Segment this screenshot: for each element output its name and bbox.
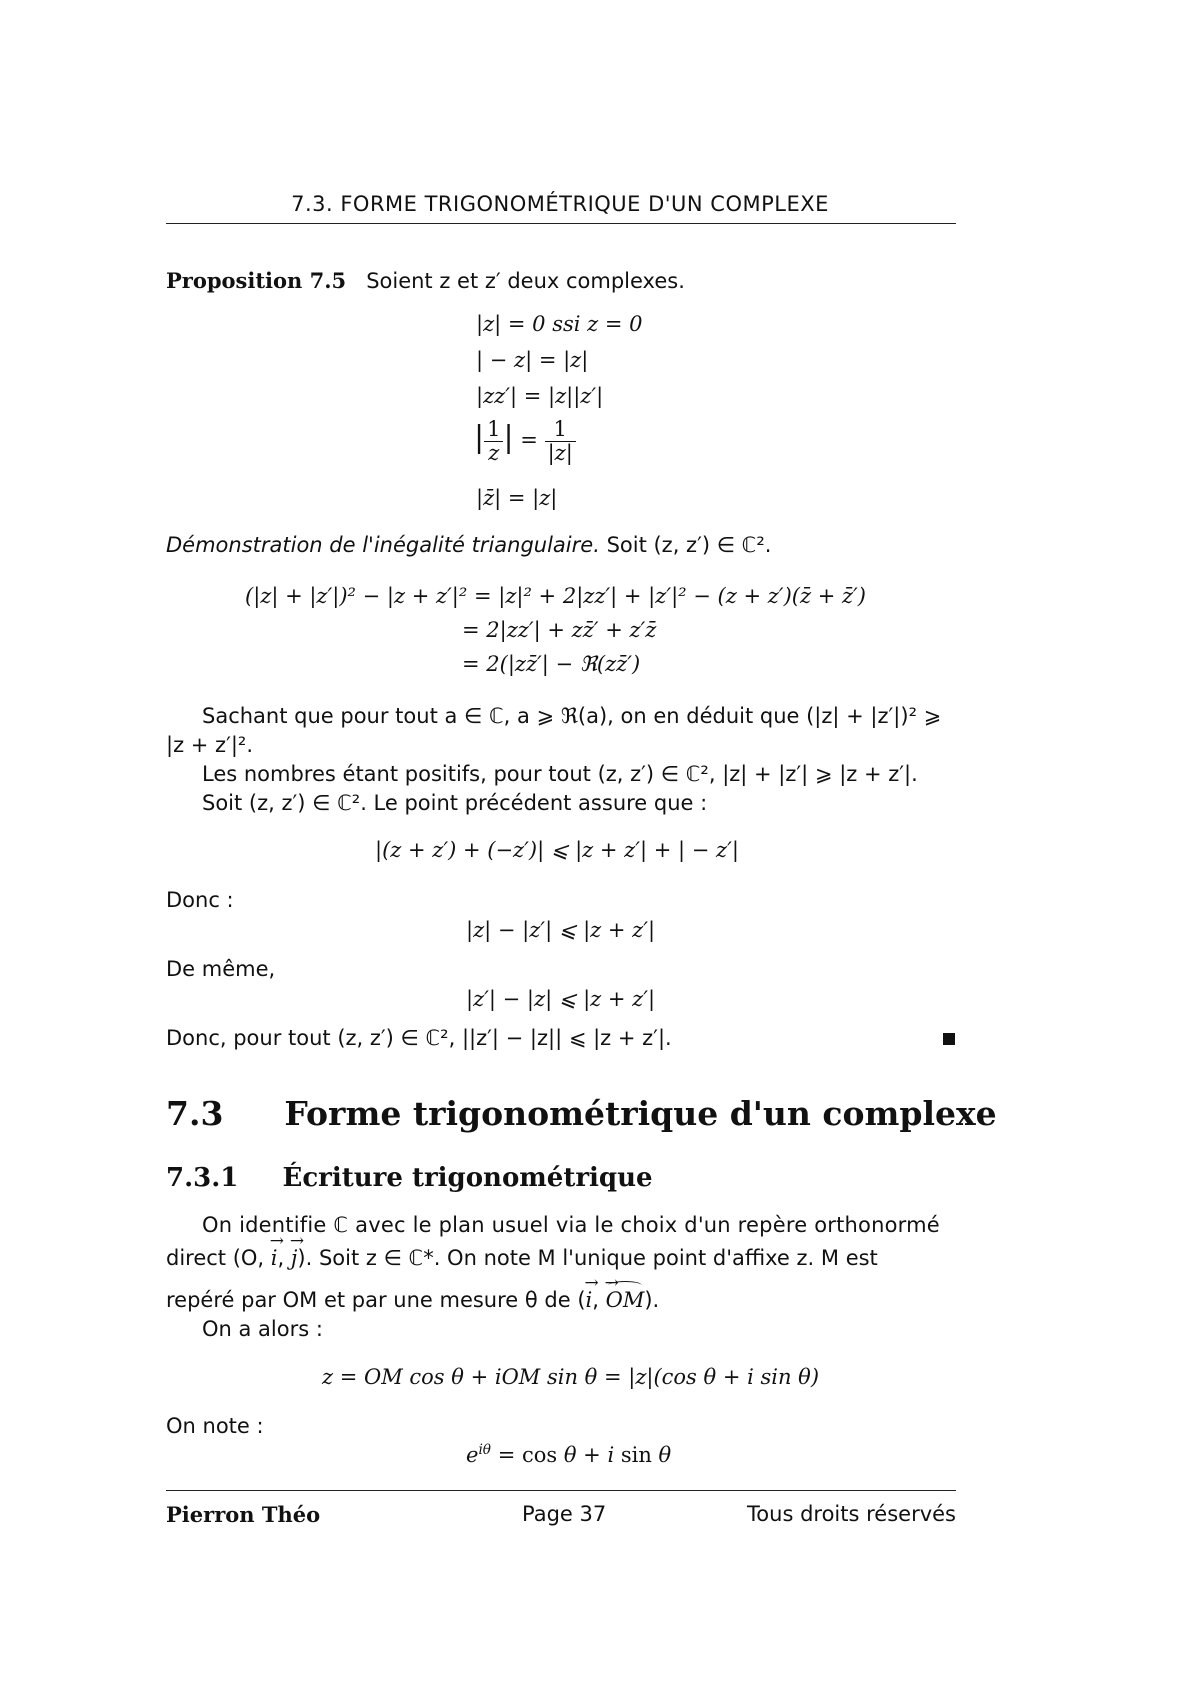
vector-i: → i: [271, 1246, 278, 1270]
demo-paragraph-3: Soit (z, z′) ∈ ℂ². Le point précédent assure que :: [202, 791, 708, 815]
demonstration-heading: [166, 533, 771, 557]
demo-eq-de-meme: |z′| − |z| ⩽ |z + z′|: [466, 987, 656, 1011]
footer-author: Pierron Théo: [166, 1502, 321, 1527]
demo-paragraph-1-line-1: Sachant que pour tout a ∈ ℂ, a ⩾ ℜ(a), on en déduit que (|z| + |z′|)² ⩾: [202, 704, 942, 728]
footer-rights: Tous droits réservés: [747, 1502, 956, 1526]
demo-eq-donc: |z| − |z′| ⩽ |z + z′|: [466, 918, 656, 942]
on-note: On note :: [166, 1414, 264, 1438]
footer-rule: [166, 1490, 956, 1491]
demo-eq-line-2: = 2|zz′| + zz̄′ + z′z̄: [462, 618, 657, 642]
vector-j: → j: [291, 1246, 298, 1270]
section-heading: [166, 1094, 997, 1133]
body-line-2-start: direct (O,: [166, 1246, 265, 1270]
eq-euler: $e^{i\theta} = \cos \theta + i$ sin θ: [466, 1442, 672, 1467]
demo-eq-line-1: (|z| + |z′|)² − |z + z′|² = |z|² + 2|zz′| + |z′|² − (z + z′)(z̄ + z̄′): [245, 584, 866, 608]
demo-eq-triangle: |(z + z′) + (−z′)| ⩽ |z + z′| + | − z′|: [375, 838, 739, 862]
subsection-number: 7.3.1: [166, 1163, 239, 1193]
qed-square: [943, 1033, 955, 1045]
body-line-2-sep: ,: [277, 1246, 285, 1270]
demo-paragraph-1-line-2: |z + z′|².: [166, 733, 254, 757]
eq-trigonometric-form: z = OM cos θ + iOM sin θ = |z|(cos θ + i sin θ): [322, 1365, 820, 1389]
vector-i-angle: → i: [586, 1288, 593, 1312]
demo-eq-line-3: = 2(|zz̄′| − ℜ(zz̄′): [462, 652, 641, 676]
prop-line-1: |z| = 0 ssi z = 0: [476, 312, 643, 336]
prop-line-4: | $\frac{1}{z}$ | = $\frac{1}{|z|}$: [474, 418, 576, 465]
vector-om: → OM: [606, 1288, 645, 1312]
body-line-3: [166, 1288, 659, 1312]
body-line-3-start: repéré par OM et par une mesure θ de (: [166, 1288, 586, 1312]
footer-page-number: Page 37: [522, 1502, 607, 1526]
proposition: [166, 268, 685, 293]
de-meme-label: De même,: [166, 957, 276, 981]
proposition-label: Proposition 7.5: [166, 268, 347, 293]
body-line-2: [166, 1246, 878, 1270]
angle-hat: [606, 1288, 645, 1312]
body-line-1: On identifie ℂ avec le plan usuel via le choix d'un repère orthonormé: [202, 1213, 940, 1237]
proposition-statement: Soient z et z′ deux complexes.: [366, 269, 685, 293]
body-line-3-end: ).: [644, 1288, 660, 1312]
subsection-heading: [166, 1163, 653, 1193]
prop-line-3: |zz′| = |z||z′|: [476, 384, 604, 408]
demo-conclusion: Donc, pour tout (z, z′) ∈ ℂ², ||z′| − |z|| ⩽ |z + z′|.: [166, 1026, 672, 1050]
header-rule: [166, 223, 956, 224]
subsection-title: Écriture trigonométrique: [282, 1163, 653, 1193]
demonstration-intro: Soit (z, z′) ∈ ℂ².: [606, 533, 772, 557]
running-header: 7.3. FORME TRIGONOMÉTRIQUE D'UN COMPLEXE: [291, 192, 829, 216]
section-title: Forme trigonométrique d'un complexe: [284, 1094, 997, 1133]
demonstration-title: Démonstration de l'inégalité triangulaire.: [166, 533, 600, 557]
donc-label: Donc :: [166, 888, 234, 912]
demo-paragraph-2: Les nombres étant positifs, pour tout (z, z′) ∈ ℂ², |z| + |z′| ⩾ |z + z′|.: [202, 762, 918, 786]
body-line-2-end: ). Soit z ∈ ℂ*. On note M l'unique point d'affixe z. M est: [297, 1246, 878, 1270]
body-line-3-sep: ,: [592, 1288, 599, 1312]
section-number: 7.3: [166, 1094, 224, 1133]
on-a-alors: On a alors :: [202, 1317, 323, 1341]
prop-line-5: |z̄| = |z|: [476, 486, 558, 510]
prop-line-2: | − z| = |z|: [476, 348, 589, 372]
